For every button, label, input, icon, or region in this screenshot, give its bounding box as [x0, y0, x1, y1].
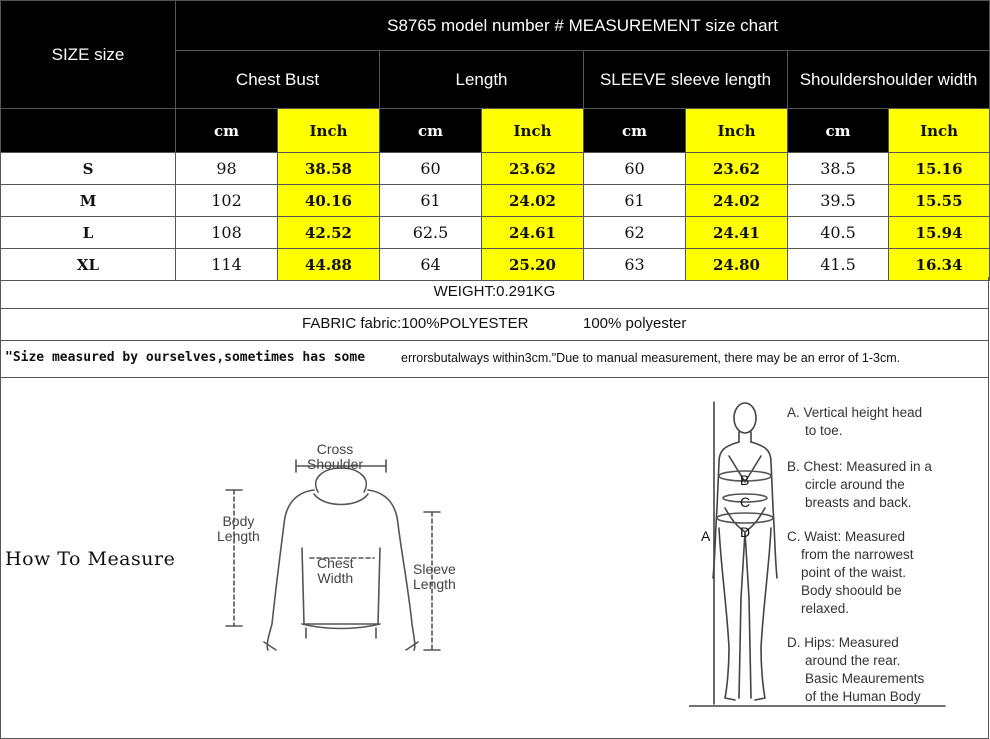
how-to-measure-heading: How To Measure	[5, 548, 176, 570]
size-chart	[0, 0, 989, 281]
body-length-label-line2: Length	[217, 528, 260, 544]
unit-inch: Inch	[278, 109, 380, 153]
cell-cm: 114	[176, 249, 278, 281]
size-rows	[1, 153, 990, 281]
cross-shoulder-label-line1: Cross	[316, 441, 354, 457]
chest-width-label-line2: Width	[317, 570, 354, 586]
unit-cm: cm	[176, 109, 278, 153]
desc-d-line: D. Hips: Measured	[787, 635, 899, 650]
cell-cm: 63	[584, 249, 686, 281]
unit-cm: cm	[788, 109, 889, 153]
desc-a-line: to toe.	[805, 423, 843, 438]
cross-shoulder-label	[307, 442, 363, 472]
table-row	[1, 217, 990, 249]
desc-b	[787, 458, 932, 512]
cell-cm: 61	[584, 185, 686, 217]
cell-inch: 15.55	[889, 185, 990, 217]
cross-shoulder-label-line2: Shoulder	[307, 456, 364, 472]
sleeve-length-label-line2: Length	[413, 576, 456, 592]
chart-title: S8765 model number # MEASUREMENT size chart	[176, 1, 990, 51]
table-row	[1, 153, 990, 185]
desc-c	[787, 528, 914, 618]
desc-c-line: C. Waist: Measured	[787, 529, 906, 544]
desc-c-line: point of the waist.	[801, 565, 907, 580]
size-label: L	[1, 217, 176, 249]
cell-cm: 60	[380, 153, 482, 185]
size-table	[0, 0, 990, 281]
size-label: M	[1, 185, 176, 217]
cell-cm: 62.5	[380, 217, 482, 249]
how-to-measure-section	[0, 378, 989, 739]
cell-inch: 25.20	[482, 249, 584, 281]
letter-c: C	[740, 494, 751, 510]
cell-inch: 16.34	[889, 249, 990, 281]
desc-a	[787, 404, 922, 440]
weight-row	[0, 277, 989, 309]
desc-b-line: circle around the	[805, 477, 905, 492]
fabric-text: FABRIC fabric:100%POLYESTER	[302, 315, 529, 332]
cell-inch: 38.58	[278, 153, 380, 185]
desc-d	[787, 634, 924, 706]
cell-cm: 102	[176, 185, 278, 217]
letter-d: D	[740, 524, 751, 540]
fabric-text-2: 100% polyester	[583, 315, 687, 332]
unit-cm: cm	[380, 109, 482, 153]
note-text: "Size measured by ourselves,sometimes has some	[5, 350, 366, 365]
cell-cm: 61	[380, 185, 482, 217]
group-chest: Chest Bust	[176, 51, 380, 109]
letter-b: B	[740, 472, 750, 488]
size-header: SIZE size	[1, 1, 176, 109]
cell-inch: 40.16	[278, 185, 380, 217]
chest-width-label	[317, 556, 354, 586]
cell-cm: 108	[176, 217, 278, 249]
note-text-2: errorsbutalways within3cm."Due to manual measurement, there may be an error of 1-3cm.	[401, 351, 901, 365]
cell-cm: 38.5	[788, 153, 889, 185]
table-row	[1, 185, 990, 217]
cell-cm: 60	[584, 153, 686, 185]
group-length: Length	[380, 51, 584, 109]
fabric-row	[0, 309, 989, 341]
note-row	[0, 341, 989, 378]
unit-spacer	[1, 109, 176, 153]
unit-inch: Inch	[686, 109, 788, 153]
cell-inch: 44.88	[278, 249, 380, 281]
cell-inch: 24.41	[686, 217, 788, 249]
cell-cm: 98	[176, 153, 278, 185]
chest-width-label-line1: Chest	[317, 555, 354, 571]
unit-inch: Inch	[889, 109, 990, 153]
cell-cm: 41.5	[788, 249, 889, 281]
sleeve-length-label-line1: Sleeve	[413, 561, 456, 577]
unit-cm: cm	[584, 109, 686, 153]
cell-inch: 23.62	[686, 153, 788, 185]
cell-inch: 24.61	[482, 217, 584, 249]
cell-cm: 62	[584, 217, 686, 249]
group-shoulder: Shouldershoulder width	[788, 51, 990, 109]
desc-c-line: Body shoould be	[801, 583, 902, 598]
desc-d-line: Basic Meaurements	[805, 671, 925, 686]
desc-b-line: B. Chest: Measured in a	[787, 459, 932, 474]
size-label: XL	[1, 249, 176, 281]
group-sleeve: SLEEVE sleeve length	[584, 51, 788, 109]
table-row	[1, 249, 990, 281]
letter-a: A	[701, 528, 711, 544]
body-length-label-line1: Body	[222, 513, 255, 529]
size-label: S	[1, 153, 176, 185]
unit-inch: Inch	[482, 109, 584, 153]
cell-inch: 24.80	[686, 249, 788, 281]
desc-d-line: around the rear.	[805, 653, 901, 668]
cell-cm: 39.5	[788, 185, 889, 217]
cell-cm: 40.5	[788, 217, 889, 249]
desc-d-line: of the Human Body	[805, 689, 921, 704]
desc-b-line: breasts and back.	[805, 495, 912, 510]
cell-inch: 24.02	[686, 185, 788, 217]
body-length-label	[217, 514, 260, 544]
cell-cm: 64	[380, 249, 482, 281]
cell-inch: 24.02	[482, 185, 584, 217]
cell-inch: 15.16	[889, 153, 990, 185]
desc-c-line: relaxed.	[801, 601, 850, 616]
cell-inch: 23.62	[482, 153, 584, 185]
weight-text: WEIGHT:0.291KG	[433, 283, 556, 300]
desc-a-line: A. Vertical height head	[787, 405, 923, 420]
sleeve-length-label	[413, 562, 456, 592]
cell-inch: 15.94	[889, 217, 990, 249]
desc-c-line: from the narrowest	[801, 547, 914, 562]
cell-inch: 42.52	[278, 217, 380, 249]
